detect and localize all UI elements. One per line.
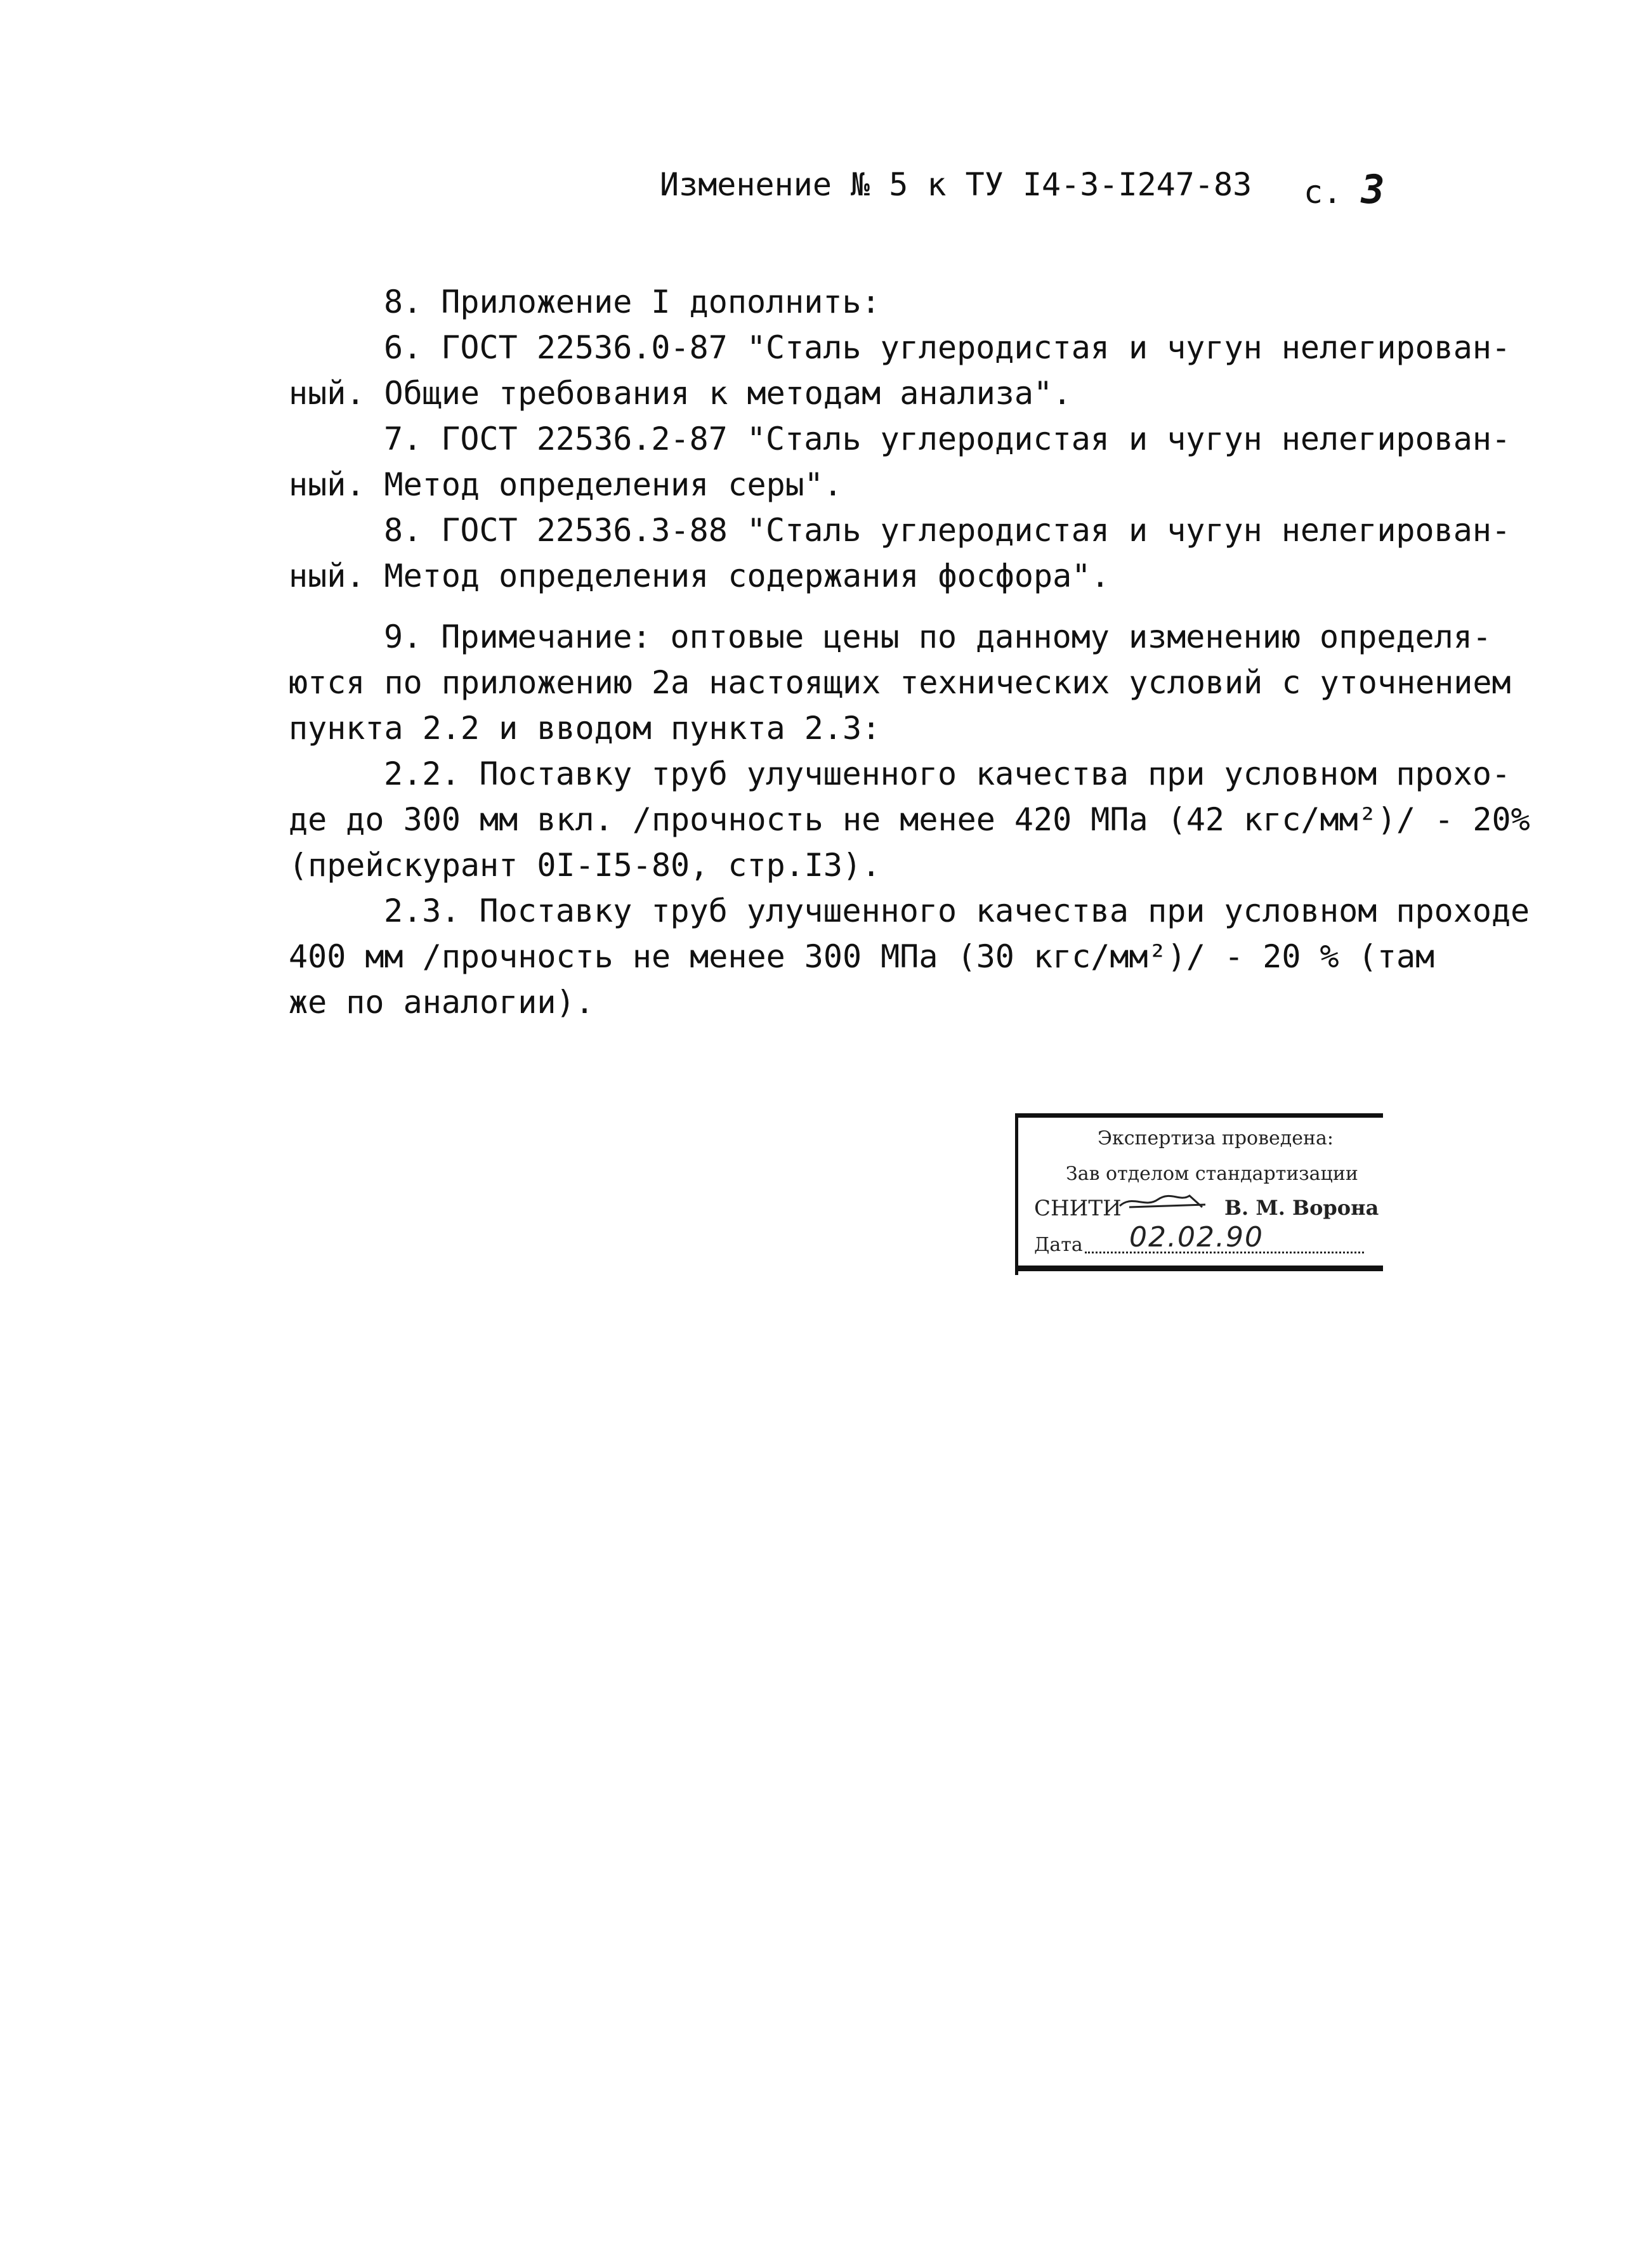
stamp-line-3 [1034, 1196, 1379, 1221]
stamp-date-handwritten: 02.02.90 [1129, 1221, 1264, 1253]
text-line: 9. Примечание: оптовые цены по данному изменению определя- [384, 618, 1491, 655]
page-prefix: с. [1304, 174, 1342, 211]
text-line: пункта 2.2 и вводом пункта 2.3: [289, 710, 881, 747]
page-header [660, 166, 1421, 213]
stamp-date-label: Дата [1034, 1234, 1083, 1256]
text-line: же по аналогии). [289, 984, 594, 1021]
stamp-bottom-rule [1015, 1266, 1383, 1271]
page-number [1304, 166, 1385, 213]
text-line: 2.3. Поставку труб улучшенного качества при условном проходе [384, 893, 1530, 929]
text-line: 2.2. Поставку труб улучшенного качества при условном прохо- [384, 755, 1511, 792]
text-line: 6. ГОСТ 22536.0-87 "Сталь углеродистая и чугун нелегирован- [384, 329, 1511, 366]
text-line: ный. Общие требования к методам анализа". [289, 375, 1072, 412]
text-line: 8. ГОСТ 22536.3-88 "Сталь углеродистая и чугун нелегирован- [384, 512, 1511, 549]
text-line: 400 мм /прочность не менее 300 МПа (30 кгс/мм²)/ - 20 % (там [289, 938, 1435, 975]
text-line: 7. ГОСТ 22536.2-87 "Сталь углеродистая и чугун нелегирован- [384, 421, 1511, 457]
document-body [289, 279, 1530, 1025]
text-line: 8. Приложение I дополнить: [384, 284, 881, 320]
stamp-line-2: Зав отделом стандартизации [1066, 1163, 1358, 1185]
page-number-value: 3 [1361, 166, 1385, 213]
signature-icon [1117, 1188, 1212, 1213]
text-line: (прейскурант 0I-I5-80, стр.I3). [289, 847, 881, 884]
document-title: Изменение № 5 к ТУ I4-3-I247-83 [660, 166, 1252, 203]
stamp-organization: СНИТИ [1034, 1196, 1122, 1221]
stamp-left-rule [1015, 1113, 1018, 1275]
stamp-signer-name: В. М. Ворона [1224, 1196, 1379, 1220]
stamp-line-1: Экспертиза проведена: [1098, 1127, 1334, 1149]
expertise-stamp [1015, 1113, 1389, 1285]
stamp-top-rule [1015, 1113, 1383, 1118]
text-line: де до 300 мм вкл. /прочность не менее 420 МПа (42 кгс/мм²)/ - 20% [289, 801, 1530, 838]
text-line: ются по приложению 2а настоящих технических условий с уточнением [289, 664, 1511, 701]
text-line: ный. Метод определения серы". [289, 466, 842, 503]
text-line: ный. Метод определения содержания фосфора". [289, 558, 1110, 594]
